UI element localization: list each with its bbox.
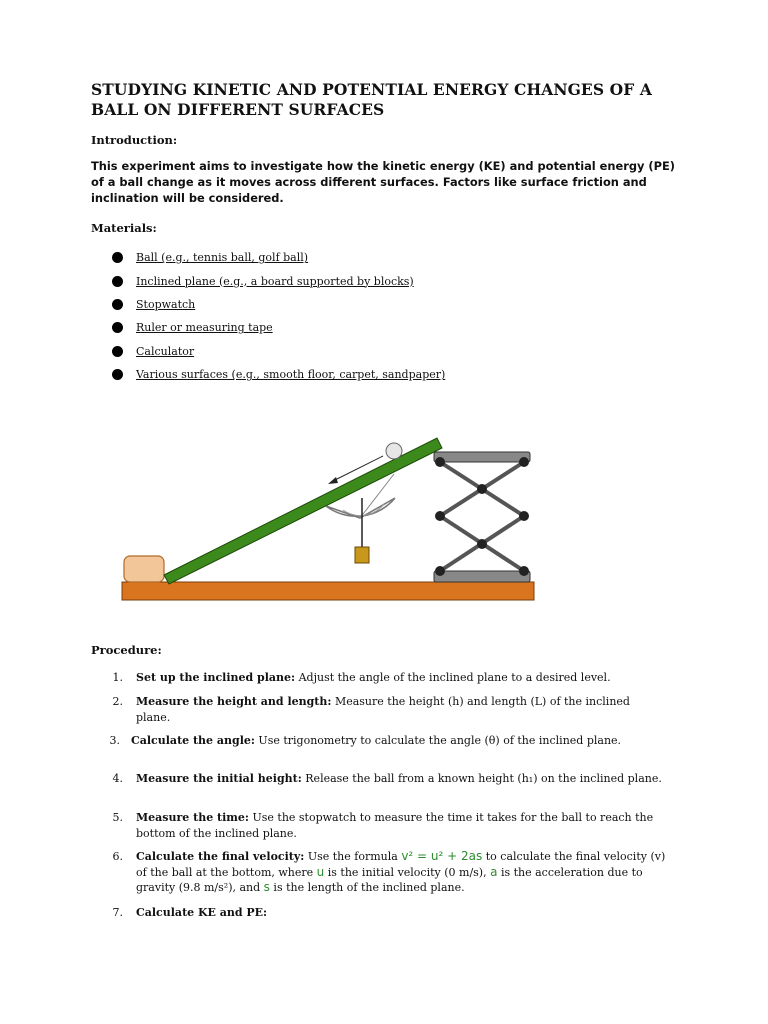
step-number: 6. <box>112 850 123 863</box>
ball <box>386 443 402 459</box>
list-item <box>112 246 445 269</box>
step-body <box>136 849 666 896</box>
plumb-weight <box>355 547 369 563</box>
variable-s: s <box>263 880 270 894</box>
step-body <box>136 771 666 787</box>
variable-u: u <box>316 864 325 879</box>
diagram-base <box>122 582 534 600</box>
step-number: 5. <box>112 811 123 824</box>
bullet-icon <box>112 252 123 263</box>
bullet-icon <box>112 322 123 333</box>
variable-a: a <box>490 864 498 879</box>
step-body <box>131 733 661 749</box>
step-text: Release the ball from a known height (h₁) on the inclined plane. <box>301 772 662 785</box>
step-body <box>136 694 666 725</box>
bullet-icon <box>112 276 123 287</box>
material-label: Ball (e.g., tennis ball, golf ball) <box>136 251 309 265</box>
material-label: Ruler or measuring tape <box>136 321 273 335</box>
material-label: Stopwatch <box>136 297 196 311</box>
document-title: STUDYING KINETIC AND POTENTIAL ENERGY CHANGES OF A BALL ON DIFFERENT SURFACES <box>91 80 652 119</box>
list-item <box>112 340 445 363</box>
step-text: is the length of the inclined plane. <box>269 881 465 894</box>
step-title: Calculate the angle: <box>131 734 255 747</box>
step-title: Measure the initial height: <box>136 772 302 785</box>
step-number: 1. <box>112 671 123 684</box>
list-item <box>112 316 445 339</box>
step-text: Measure the height (h) and length (L) of the inclined plane. <box>136 695 630 724</box>
material-label: Calculator <box>136 344 195 358</box>
step-number: 7. <box>112 906 123 919</box>
inclined-plank <box>164 438 442 584</box>
step-title: Calculate KE and PE: <box>136 906 268 919</box>
stopper-block <box>124 556 164 582</box>
materials-list <box>112 246 445 386</box>
step-number: 2. <box>112 695 123 708</box>
step-body <box>136 810 666 841</box>
step-title: Set up the inclined plane: <box>136 671 296 684</box>
bullet-icon <box>112 346 123 357</box>
introduction-heading: Introduction: <box>91 133 178 147</box>
scissor-jack <box>434 452 530 582</box>
bullet-icon <box>112 369 123 380</box>
step-text: Use the stopwatch to measure the time it takes for the ball to reach the bottom of the inclined plane. <box>136 811 654 840</box>
procedure-heading: Procedure: <box>91 643 162 657</box>
step-text: Use trigonometry to calculate the angle (θ) of the inclined plane. <box>254 734 622 747</box>
formula: v² = u² + 2as <box>401 849 483 863</box>
step-text: Adjust the angle of the inclined plane to a desired level. <box>295 671 611 684</box>
materials-heading: Materials: <box>91 221 157 235</box>
material-label: Inclined plane (e.g., a board supported by blocks) <box>136 274 414 288</box>
step-body <box>136 905 666 921</box>
step-body <box>136 670 666 686</box>
inclined-plane-diagram <box>88 420 586 628</box>
step-number: 3. <box>109 734 120 747</box>
bullet-icon <box>112 299 123 310</box>
step-text: to calculate the final velocity (v) of the ball at the bottom, where <box>136 850 666 879</box>
list-item <box>112 363 445 386</box>
step-text: Use the formula <box>304 850 402 863</box>
material-label: Various surfaces (e.g., smooth floor, carpet, sandpaper) <box>136 368 446 382</box>
step-title: Calculate the final velocity: <box>136 850 305 863</box>
list-item <box>112 269 445 292</box>
list-item <box>112 293 445 316</box>
introduction-text: This experiment aims to investigate how the kinetic energy (KE) and potential energy (PE) of a ball change as it moves across different surfaces. Factors like surface friction and inclination will be considered. <box>91 159 675 205</box>
step-title: Measure the height and length: <box>136 695 332 708</box>
step-title: Measure the time: <box>136 811 249 824</box>
step-number: 4. <box>112 772 123 785</box>
step-text: is the initial velocity (0 m/s), <box>324 865 491 879</box>
step-text: is the acceleration due to gravity (9.8 m/s²), and <box>136 865 643 894</box>
